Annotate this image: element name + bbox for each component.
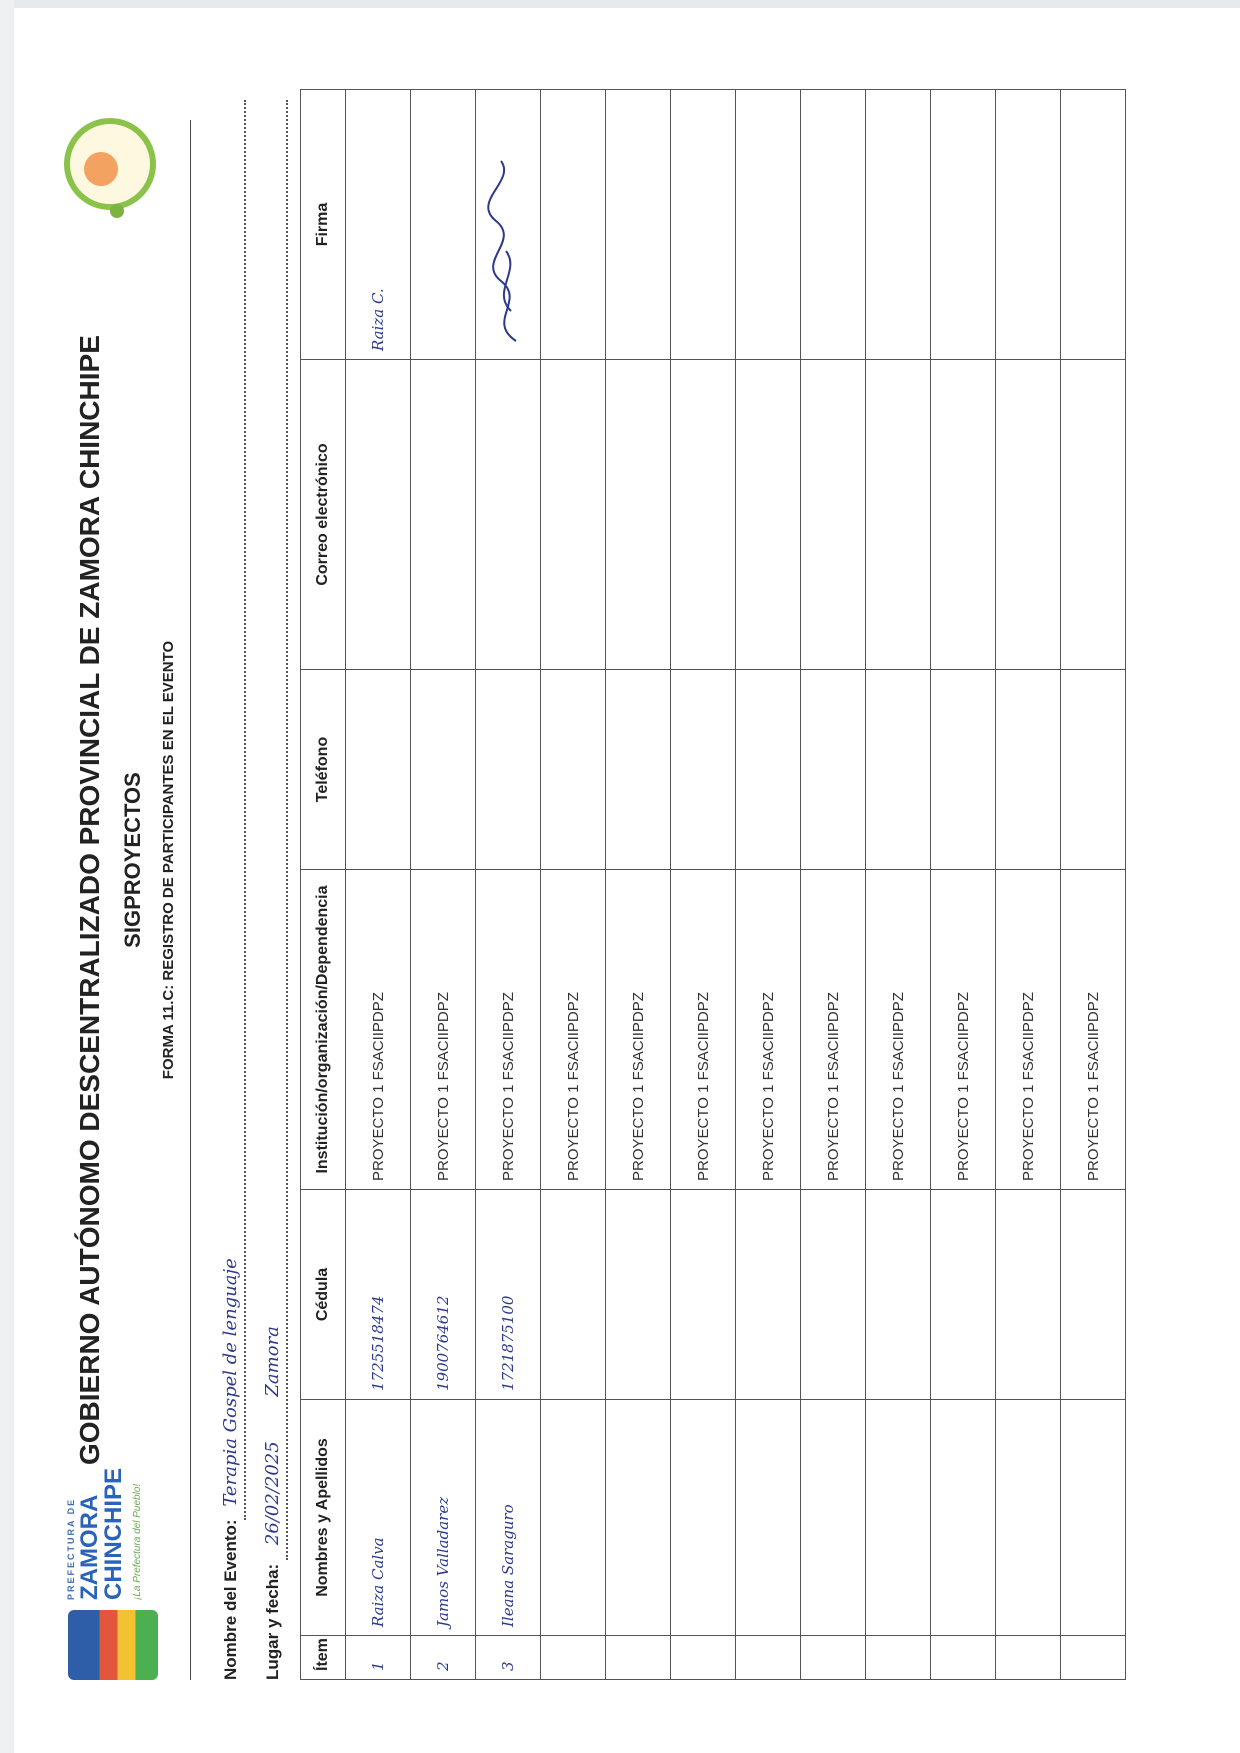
signature-cell [996, 90, 1061, 360]
table-row [606, 90, 671, 1680]
name-cell [931, 1400, 996, 1636]
institution-cell: PROYECTO 1 FSACIIPDPZ [801, 870, 866, 1190]
cedula-cell [801, 1190, 866, 1400]
project-seal-icon [64, 118, 156, 210]
phone-cell [1061, 670, 1126, 870]
place-date-field [262, 1326, 283, 1680]
table-row [346, 90, 411, 1680]
cedula-cell: 1900764612 [411, 1190, 476, 1400]
phone-cell [931, 670, 996, 870]
signature-cell [736, 90, 801, 360]
form-sheet [40, 70, 1160, 1720]
signature-cell [801, 90, 866, 360]
signature-cell [476, 90, 541, 360]
item-cell [866, 1636, 931, 1680]
institution-cell: PROYECTO 1 FSACIIPDPZ [346, 870, 411, 1190]
phone-cell [346, 670, 411, 870]
name-cell [671, 1400, 736, 1636]
item-cell: 2 [411, 1636, 476, 1680]
signature-cell [541, 90, 606, 360]
table-row [1061, 90, 1126, 1680]
event-name-dotted-line [244, 100, 246, 1520]
cedula-cell [1061, 1190, 1126, 1400]
signature-cell [671, 90, 736, 360]
handwritten-signature [481, 151, 531, 351]
email-cell [1061, 360, 1126, 670]
event-name-field [220, 1258, 241, 1680]
item-cell [606, 1636, 671, 1680]
name-cell: Ileana Saraguro [476, 1400, 541, 1636]
cedula-cell: 1721875100 [476, 1190, 541, 1400]
page-title: GOBIERNO AUTÓNOMO DESCENTRALIZADO PROVINCIAL DE ZAMORA CHINCHIPE [74, 335, 105, 1465]
event-name-label: Nombre del Evento: [221, 1519, 240, 1680]
table-row [931, 90, 996, 1680]
institution-cell: PROYECTO 1 FSACIIPDPZ [1061, 870, 1126, 1190]
col-signature: Firma [301, 90, 346, 360]
col-cedula: Cédula [301, 1190, 346, 1400]
table-row [476, 90, 541, 1680]
institution-cell: PROYECTO 1 FSACIIPDPZ [866, 870, 931, 1190]
institution-cell: PROYECTO 1 FSACIIPDPZ [931, 870, 996, 1190]
signature-cell [866, 90, 931, 360]
logo-chinchipe-text: CHINCHIPE [100, 1467, 127, 1600]
email-cell [996, 360, 1061, 670]
table-row [671, 90, 736, 1680]
seal-emblem-icon [84, 152, 118, 186]
phone-cell [866, 670, 931, 870]
institution-cell: PROYECTO 1 FSACIIPDPZ [671, 870, 736, 1190]
phone-cell [671, 670, 736, 870]
shield-icon [68, 1610, 158, 1680]
email-cell [476, 360, 541, 670]
phone-cell [736, 670, 801, 870]
logo-prefectura-text: PREFECTURA DE [66, 1497, 76, 1600]
scan-left-edge [0, 0, 14, 1753]
phone-cell [541, 670, 606, 870]
item-cell [736, 1636, 801, 1680]
cedula-cell [541, 1190, 606, 1400]
phone-cell [476, 670, 541, 870]
col-name: Nombres y Apellidos [301, 1400, 346, 1636]
table-row [996, 90, 1061, 1680]
name-cell: Raiza Calva [346, 1400, 411, 1636]
logo-zamora-text: ZAMORA [76, 1494, 103, 1600]
email-cell [671, 360, 736, 670]
cedula-cell: 1725518474 [346, 1190, 411, 1400]
item-cell [801, 1636, 866, 1680]
place-date-dotted-line [286, 100, 288, 1560]
institution-cell: PROYECTO 1 FSACIIPDPZ [996, 870, 1061, 1190]
phone-cell [996, 670, 1061, 870]
phone-cell [801, 670, 866, 870]
col-phone: Teléfono [301, 670, 346, 870]
table-row [541, 90, 606, 1680]
name-cell [736, 1400, 801, 1636]
name-cell [996, 1400, 1061, 1636]
item-cell [931, 1636, 996, 1680]
institution-cell: PROYECTO 1 FSACIIPDPZ [411, 870, 476, 1190]
place-date-label: Lugar y fecha: [263, 1563, 282, 1680]
name-cell [541, 1400, 606, 1636]
email-cell [346, 360, 411, 670]
date-value: 26/02/2025 [262, 1441, 283, 1546]
item-cell [996, 1636, 1061, 1680]
table-row [866, 90, 931, 1680]
item-cell: 1 [346, 1636, 411, 1680]
email-cell [736, 360, 801, 670]
col-institution: Institución/organización/Dependencia [301, 870, 346, 1190]
scan-top-edge [0, 0, 1240, 8]
participants-table [300, 89, 1126, 1680]
header-divider [190, 120, 191, 1680]
email-cell [801, 360, 866, 670]
table-row [411, 90, 476, 1680]
signature-cell [931, 90, 996, 360]
item-cell [1061, 1636, 1126, 1680]
seal-dot-icon [110, 204, 124, 218]
item-cell [541, 1636, 606, 1680]
cedula-cell [996, 1190, 1061, 1400]
signature-cell [606, 90, 671, 360]
col-item: Ítem [301, 1636, 346, 1680]
page-subtitle: SIGPROYECTOS [120, 772, 145, 948]
logo-slogan: ¡La Prefectura del Pueblo! [132, 1483, 143, 1600]
table-header-row [301, 90, 346, 1680]
cedula-cell [606, 1190, 671, 1400]
phone-cell [606, 670, 671, 870]
item-cell [671, 1636, 736, 1680]
institution-cell: PROYECTO 1 FSACIIPDPZ [541, 870, 606, 1190]
email-cell [411, 360, 476, 670]
name-cell [1061, 1400, 1126, 1636]
institution-cell: PROYECTO 1 FSACIIPDPZ [736, 870, 801, 1190]
name-cell [866, 1400, 931, 1636]
cedula-cell [736, 1190, 801, 1400]
signature-cell [1061, 90, 1126, 360]
cedula-cell [931, 1190, 996, 1400]
email-cell [931, 360, 996, 670]
signature-cell: Raiza C. [346, 90, 411, 360]
item-cell: 3 [476, 1636, 541, 1680]
email-cell [541, 360, 606, 670]
phone-cell [411, 670, 476, 870]
institution-cell: PROYECTO 1 FSACIIPDPZ [476, 870, 541, 1190]
name-cell [801, 1400, 866, 1636]
event-name-value: Terapia Gospel de lenguaje [220, 1258, 241, 1507]
prefectura-logo [60, 1467, 180, 1680]
name-cell [606, 1400, 671, 1636]
email-cell [606, 360, 671, 670]
place-value: Zamora [262, 1326, 283, 1397]
table-row [801, 90, 866, 1680]
institution-cell: PROYECTO 1 FSACIIPDPZ [606, 870, 671, 1190]
form-title: FORMA 11.C: REGISTRO DE PARTICIPANTES EN EL EVENTO [160, 640, 177, 1080]
email-cell [866, 360, 931, 670]
table-row [736, 90, 801, 1680]
cedula-cell [671, 1190, 736, 1400]
signature-cell [411, 90, 476, 360]
cedula-cell [866, 1190, 931, 1400]
name-cell: Jamos Valladarez [411, 1400, 476, 1636]
col-email: Correo electrónico [301, 360, 346, 670]
